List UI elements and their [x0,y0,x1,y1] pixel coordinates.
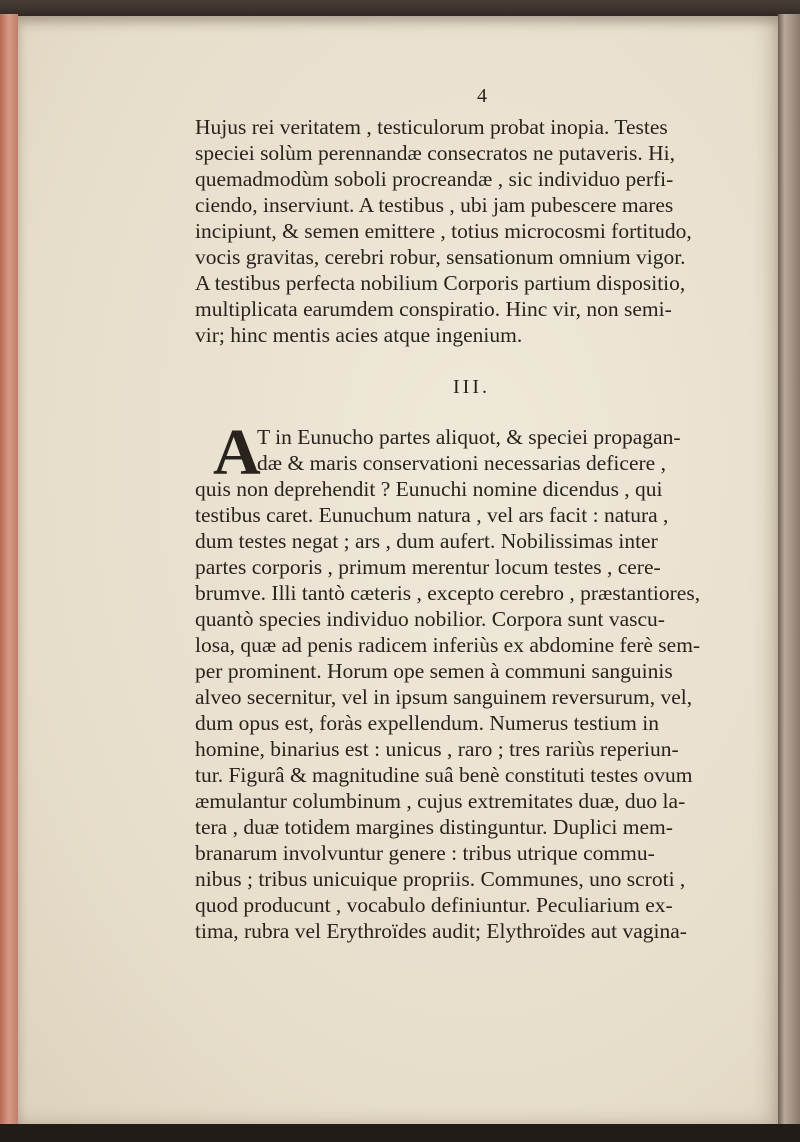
book-bottom-edge [0,1124,800,1142]
text-line: alveo secernitur, vel in ipsum sanguinem reversurum, vel, [195,685,693,709]
drop-cap: A [213,416,261,489]
text-line: dum testes negat ; ars , dum aufert. Nobilissimas inter [195,529,658,553]
text-line: quod producunt , vocabulo definiuntur. Peculiarium ex- [195,893,673,917]
text-line: T in Eunucho partes aliquot, & speciei propagan- [257,425,681,449]
text-line: vocis gravitas, cerebri robur, sensationum omnium vigor. [195,245,686,269]
text-line: incipiunt, & semen emittere , totius microcosmi fortitudo, [195,219,692,243]
text-line: quantò species individuo nobilior. Corpora sunt vascu- [195,607,665,631]
text-line: Hujus rei veritatem , testiculorum probat inopia. Testes [195,115,668,139]
book-cover-edge [0,14,18,1124]
text-line: per prominent. Horum ope semen à communi sanguinis [195,659,673,683]
text-line: tera , duæ totidem margines distinguntur. Duplici mem- [195,815,673,839]
text-line: homine, binarius est : unicus , raro ; tres rariùs reperiun- [195,737,679,761]
text-line: losa, quæ ad penis radicem inferiùs ex abdomine ferè sem- [195,633,701,657]
section-heading: III. [453,376,490,398]
text-line: partes corporis , primum merentur locum testes , cere- [195,555,661,579]
text-line: tima, rubra vel Erythroïdes audit; Elythroïdes aut vagina- [195,919,687,943]
text-line: quemadmodùm soboli procreandæ , sic individuo perfi- [195,167,674,191]
book-gutter [778,14,800,1124]
text-line: testibus caret. Eunuchum natura , vel ars facit : natura , [195,503,669,527]
text-line: dæ & maris conservationi necessarias deficere , [257,451,666,475]
text-line: æmulantur columbinum , cujus extremitates duæ, duo la- [195,789,686,813]
text-line: quis non deprehendit ? Eunuchi nomine dicendus , qui [195,477,663,501]
text-line: vir; hinc mentis acies atque ingenium. [195,323,523,347]
page-number: 4 [477,85,487,107]
text-line: brumve. Illi tantò cæteris , excepto cerebro , præstantiores, [195,581,701,605]
text-line: speciei solùm perennandæ consecratos ne putaveris. Hi, [195,141,676,165]
text-line: tur. Figurâ & magnitudine suâ benè constituti testes ovum [195,763,693,787]
text-line: multiplicata earumdem conspiratio. Hinc vir, non semi- [195,297,672,321]
text-line: nibus ; tribus unicuique propriis. Communes, uno scroti , [195,867,686,891]
text-line: dum opus est, foràs expellendum. Numerus testium in [195,711,659,735]
text-line: A testibus perfecta nobilium Corporis partium dispositio, [195,271,686,295]
text-line: branarum involvuntur genere : tribus utrique commu- [195,841,655,865]
text-line: ciendo, inserviunt. A testibus , ubi jam pubescere mares [195,193,674,217]
